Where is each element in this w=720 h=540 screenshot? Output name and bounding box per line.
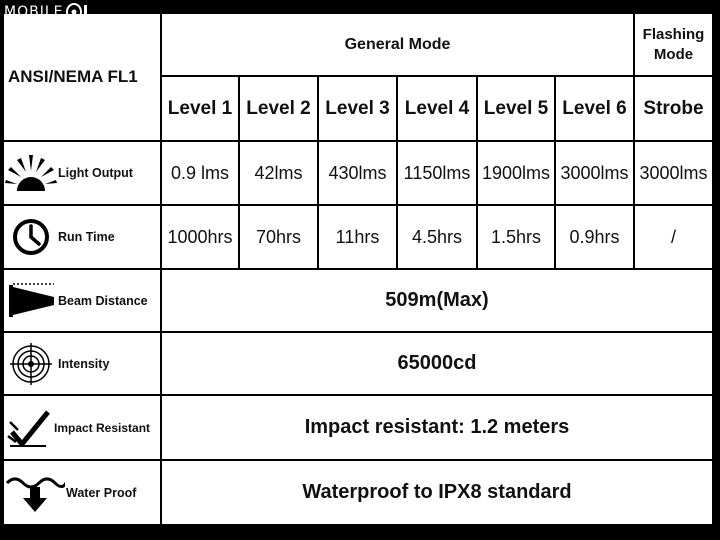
intensity-label: Intensity (58, 356, 110, 371)
table-row (4, 461, 712, 524)
level-4-header: Level 4 (398, 77, 476, 140)
table-row (4, 396, 712, 459)
run-time-level-5: 1.5hrs (478, 206, 554, 268)
waterproof-icon (4, 473, 66, 513)
light-output-level-1: 0.9 lms (162, 142, 238, 204)
beam-distance-row-header (4, 270, 160, 331)
run-time-label: Run Time (58, 230, 115, 244)
table-corner-label: ANSI/NEMA FL1 (4, 14, 160, 140)
light-output-level-2: 42lms (240, 142, 317, 204)
flashing-mode-header: Flashing Mode (635, 14, 712, 75)
watermark (4, 1, 95, 23)
sun-icon (4, 153, 58, 193)
level-1-header: Level 1 (162, 77, 238, 140)
table-row (4, 142, 712, 204)
impact-resistant-label: Impact Resistant (54, 420, 151, 435)
run-time-level-3: 11hrs (319, 206, 396, 268)
level-3-header: Level 3 (319, 77, 396, 140)
table-row (4, 206, 712, 268)
target-icon (4, 343, 58, 385)
spec-table (2, 12, 714, 526)
light-output-level-3: 430lms (319, 142, 396, 204)
intensity-row-header (4, 333, 160, 394)
impact-resistant-row-header (4, 396, 160, 459)
impact-icon (4, 408, 54, 448)
light-output-row-header (4, 142, 160, 204)
light-output-strobe: 3000lms (635, 142, 712, 204)
beam-icon (4, 281, 58, 321)
intensity-value: 65000cd (162, 333, 712, 394)
general-mode-header: General Mode (162, 14, 633, 75)
impact-resistant-value: Impact resistant: 1.2 meters (162, 396, 712, 459)
water-proof-row-header (4, 461, 160, 524)
water-proof-label: Water Proof (66, 485, 137, 500)
clock-icon (4, 218, 58, 256)
level-2-header: Level 2 (240, 77, 317, 140)
run-time-level-2: 70hrs (240, 206, 317, 268)
table-row (4, 270, 712, 331)
beam-distance-value: 509m(Max) (162, 270, 712, 331)
run-time-level-1: 1000hrs (162, 206, 238, 268)
water-proof-value: Waterproof to IPX8 standard (162, 461, 712, 524)
watermark-text: MOBILE (4, 4, 64, 20)
level-6-header: Level 6 (556, 77, 633, 140)
beam-distance-label: Beam Distance (58, 293, 148, 308)
strobe-header: Strobe (635, 77, 712, 140)
level-5-header: Level 5 (478, 77, 554, 140)
mobile01-logo-icon (65, 2, 95, 22)
light-output-level-6: 3000lms (556, 142, 633, 204)
table-row (4, 333, 712, 394)
run-time-level-6: 0.9hrs (556, 206, 633, 268)
light-output-level-4: 1150lms (398, 142, 476, 204)
run-time-level-4: 4.5hrs (398, 206, 476, 268)
light-output-level-5: 1900lms (478, 142, 554, 204)
run-time-row-header (4, 206, 160, 268)
light-output-label: Light Output (58, 166, 133, 180)
run-time-strobe: / (635, 206, 712, 268)
